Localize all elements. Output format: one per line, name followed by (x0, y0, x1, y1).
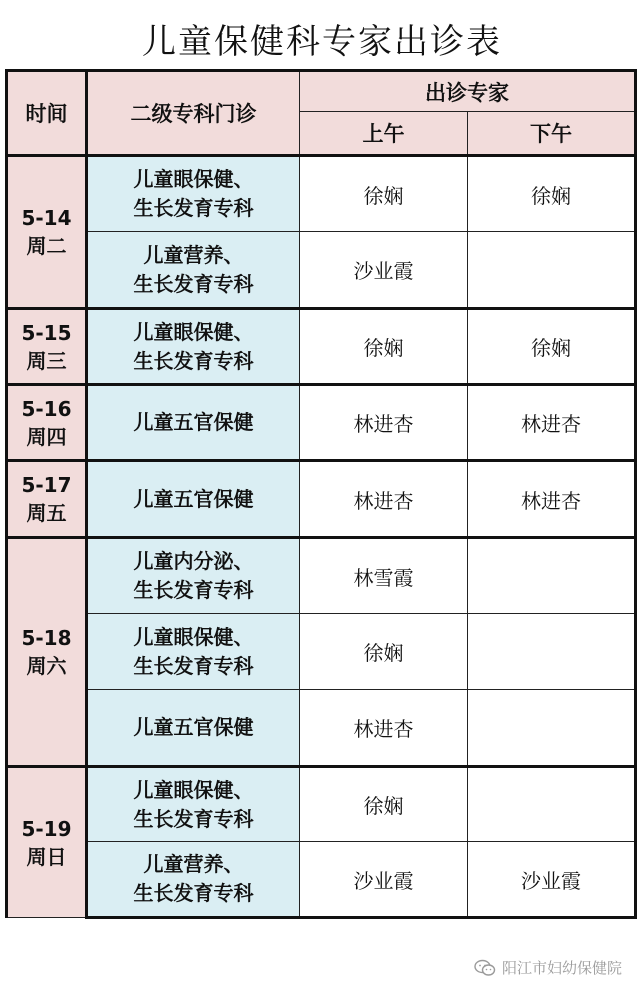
weekday-label: 周三 (26, 348, 67, 373)
department-cell (87, 538, 300, 614)
weekday-label: 周四 (26, 424, 67, 449)
am-doctor-cell: 徐娴 (300, 614, 468, 690)
header-dept: 二级专科门诊 (87, 71, 300, 156)
watermark-text: 阳江市妇幼保健院 (501, 959, 622, 977)
pm-doctor-cell: 徐娴 (468, 156, 636, 232)
date-cell (7, 309, 87, 385)
schedule-table (5, 69, 637, 919)
department-line: 生长发育专科 (133, 806, 254, 831)
department-cell (87, 690, 300, 767)
pm-doctor-cell (468, 614, 636, 690)
pm-doctor-cell (468, 232, 636, 309)
department-line: 儿童眼保健、 (133, 167, 254, 191)
watermark (474, 957, 622, 978)
am-doctor-cell: 徐娴 (300, 309, 468, 385)
am-doctor-cell: 林进杏 (300, 690, 468, 767)
header-pm: 下午 (468, 112, 636, 156)
department-cell (87, 309, 300, 385)
pm-doctor-cell (468, 767, 636, 842)
department-cell (87, 461, 300, 538)
am-doctor-cell: 林进杏 (300, 461, 468, 538)
department-line: 儿童营养、 (143, 242, 244, 267)
am-doctor-cell: 徐娴 (300, 767, 468, 842)
table-row (7, 309, 636, 385)
table-row (7, 461, 636, 538)
table-row (7, 690, 636, 767)
am-doctor-cell: 徐娴 (300, 156, 468, 232)
department-line: 儿童五官保健 (133, 715, 254, 739)
department-line: 儿童内分泌、 (133, 549, 254, 573)
department-line: 生长发育专科 (133, 271, 254, 296)
date-label: 5-15 (21, 320, 72, 345)
pm-doctor-cell (468, 690, 636, 767)
date-label: 5-19 (21, 816, 72, 841)
pm-doctor-cell: 林进杏 (468, 461, 636, 538)
weekday-label: 周五 (26, 501, 67, 525)
department-line: 生长发育专科 (133, 881, 254, 905)
date-label: 5-18 (21, 626, 72, 650)
table-row (7, 538, 636, 614)
pm-doctor-cell (468, 538, 636, 614)
date-label: 5-16 (21, 396, 72, 421)
date-cell (7, 385, 87, 461)
pm-doctor-cell: 徐娴 (468, 309, 636, 385)
table-row (7, 767, 636, 842)
date-label: 5-17 (21, 473, 72, 497)
date-label: 5-14 (21, 206, 72, 230)
schedule-body (7, 156, 636, 918)
department-cell (87, 767, 300, 842)
table-row (7, 614, 636, 690)
department-line: 儿童眼保健、 (133, 319, 254, 344)
department-line: 儿童眼保健、 (133, 624, 254, 649)
am-doctor-cell: 林进杏 (300, 385, 468, 461)
department-line: 生长发育专科 (133, 348, 254, 373)
weekday-label: 周日 (26, 844, 67, 869)
table-row (7, 156, 636, 232)
date-cell (7, 538, 87, 767)
department-line: 儿童眼保健、 (133, 777, 254, 802)
department-line: 生长发育专科 (133, 578, 254, 602)
department-cell (87, 156, 300, 232)
header-time: 时间 (7, 71, 87, 156)
pm-doctor-cell: 林进杏 (468, 385, 636, 461)
am-doctor-cell: 沙业霞 (300, 842, 468, 918)
table-row (7, 385, 636, 461)
department-cell (87, 842, 300, 918)
weekday-label: 周二 (26, 234, 67, 258)
department-line: 生长发育专科 (133, 196, 254, 220)
date-cell (7, 461, 87, 538)
header-am: 上午 (300, 112, 468, 156)
department-line: 儿童五官保健 (133, 486, 254, 511)
page-title: 儿童保健科专家出诊表 (142, 22, 502, 62)
department-line: 儿童营养、 (143, 852, 244, 876)
date-cell (7, 156, 87, 309)
wechat-icon (474, 959, 496, 977)
department-line: 生长发育专科 (133, 653, 254, 678)
department-cell (87, 232, 300, 309)
am-doctor-cell: 林雪霞 (300, 538, 468, 614)
department-cell (87, 614, 300, 690)
department-cell (87, 385, 300, 461)
table-row (7, 232, 636, 309)
header-experts: 出诊专家 (300, 71, 636, 112)
department-line: 儿童五官保健 (133, 410, 254, 434)
am-doctor-cell: 沙业霞 (300, 232, 468, 309)
date-cell (7, 767, 87, 918)
pm-doctor-cell: 沙业霞 (468, 842, 636, 918)
weekday-label: 周六 (26, 654, 67, 678)
table-row (7, 842, 636, 918)
